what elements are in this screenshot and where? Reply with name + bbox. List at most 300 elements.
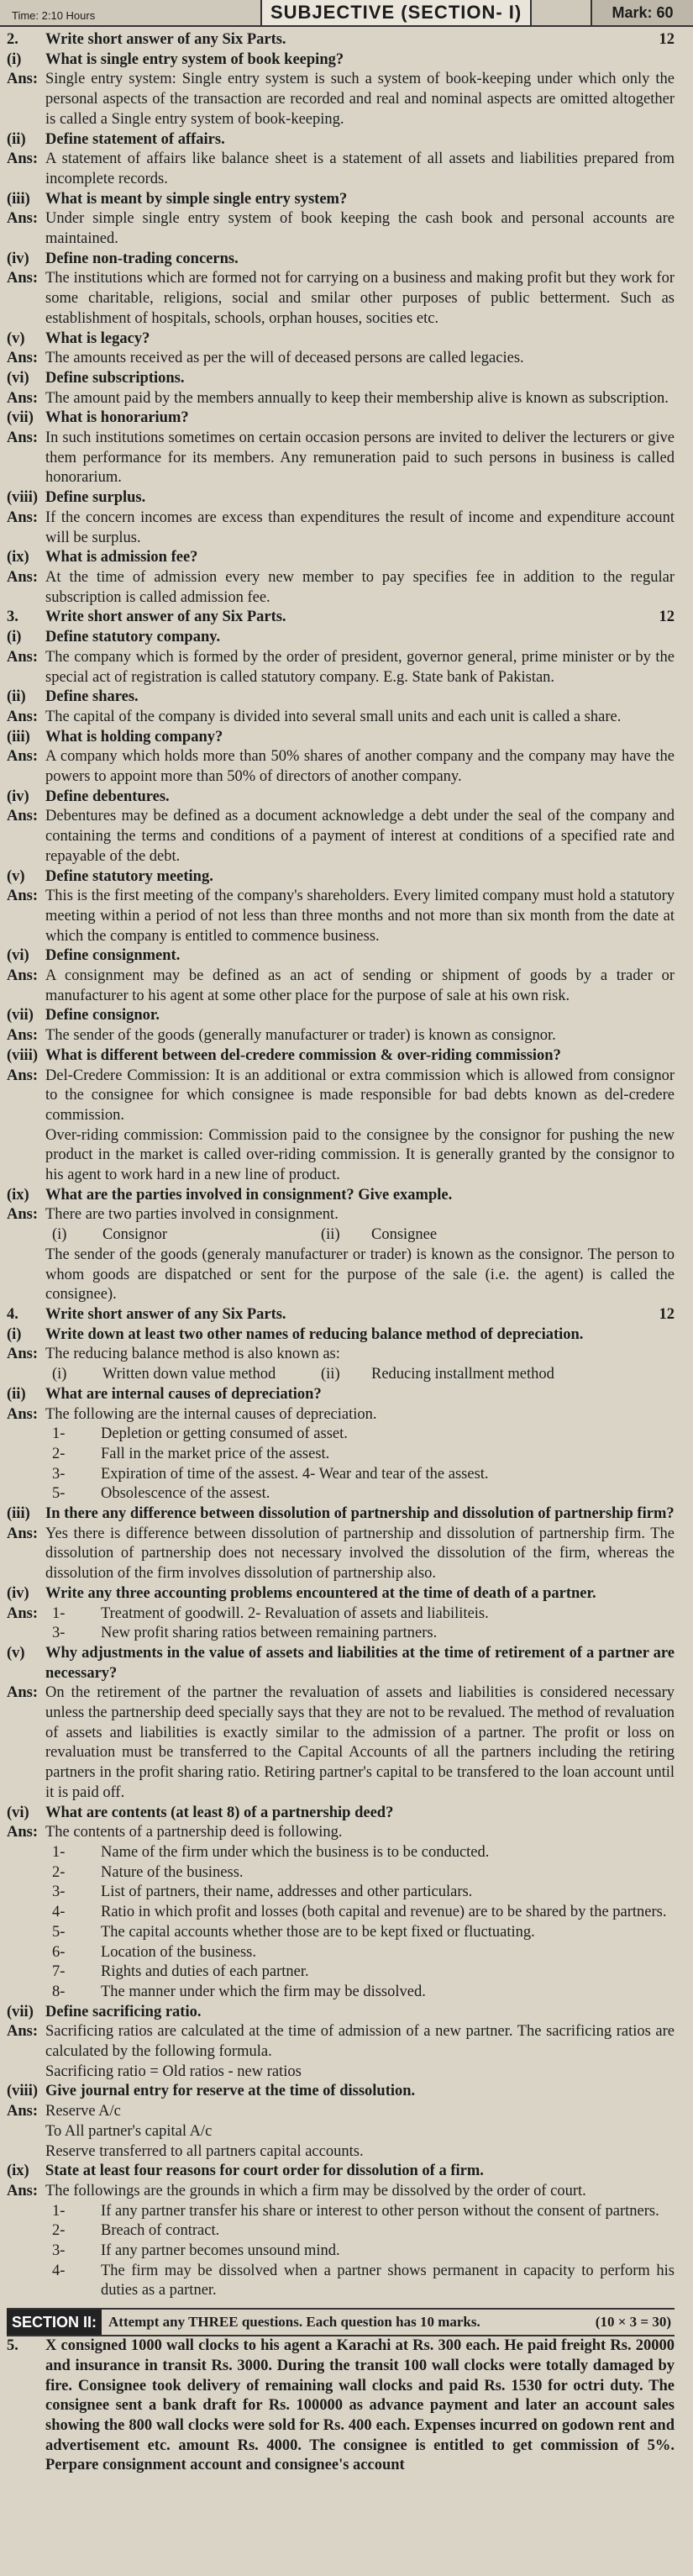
list-text: Obsolescence of the assest.: [101, 1485, 270, 1503]
pair-items: [45, 1365, 675, 1385]
sub-question-label: (ix): [7, 1186, 29, 1204]
answer-label: [7, 1225, 45, 1246]
sub-question-text: In there any difference between dissolution of partnership and dissolution of partnership firm?: [45, 1505, 675, 1523]
answer-label: [7, 2221, 45, 2241]
sub-question-label: (iii): [7, 728, 30, 745]
sub-question-label: (vii): [7, 2003, 34, 2020]
sub-question-label: (ix): [7, 2162, 29, 2180]
answer-label: [7, 2202, 45, 2222]
list-item: [45, 1883, 675, 1903]
pair-items: [45, 1225, 675, 1246]
question-heading-text: [45, 1305, 675, 1325]
answer: [7, 568, 675, 608]
sub-question-text: Define non-trading concerns.: [45, 250, 239, 267]
answer-label: Ans:: [7, 389, 39, 407]
sub-question-label: (viii): [7, 2083, 38, 2100]
answer-label: Ans:: [7, 648, 39, 666]
answer-label: [7, 1246, 45, 1305]
answer-text: The reducing balance method is also known as:: [45, 1346, 340, 1363]
answer-label: Ans:: [7, 808, 39, 825]
answer: [7, 1126, 675, 1186]
list-row: [7, 1962, 675, 1983]
sub-question-label: (v): [7, 329, 25, 347]
answer-text: The amounts received as per the will of deceased persons are called legacies.: [45, 350, 524, 367]
list-text: Breach of contract.: [101, 2222, 220, 2240]
list-item: [45, 1943, 675, 1963]
answer-label: [7, 1843, 45, 1863]
sub-question: [7, 946, 675, 967]
question-title: Write short answer of any Six Parts.: [45, 1306, 286, 1323]
sub-question: [7, 250, 675, 270]
pair-item: (i): [52, 1366, 67, 1383]
sub-question-label: (vii): [7, 409, 34, 427]
answer-label: Ans:: [7, 270, 39, 287]
header-bar: [0, 0, 693, 27]
pair-item: (ii): [321, 1226, 340, 1244]
sub-question-text: Define statutory meeting.: [45, 867, 213, 885]
question-heading-label: 2.: [7, 31, 18, 48]
answer: [7, 967, 675, 1006]
list-num: 8-: [52, 1983, 66, 2000]
list-text: New profit sharing ratios between remaining partners.: [101, 1625, 438, 1642]
sub-question-text: What is legacy?: [45, 329, 150, 347]
answer: [7, 1205, 675, 1225]
question-title: Write short answer of any Six Parts.: [45, 608, 286, 626]
answer-text: The following are the internal causes of depreciation.: [45, 1405, 377, 1423]
answer-text: Under simple single entry system of book keeping the cash book and personal accounts are maintained.: [45, 210, 675, 248]
list-text: Expiration of time of the assest. 4- Wear and tear of the assest.: [101, 1465, 489, 1483]
sub-question-label: (iii): [7, 1505, 30, 1523]
list-text: Fall in the market price of the assest.: [101, 1445, 330, 1462]
question-heading: [7, 1305, 675, 1325]
sub-question-label: (vi): [7, 369, 29, 387]
answer: [7, 2122, 675, 2142]
list-num: 1-: [52, 2202, 66, 2220]
answer-label: [7, 1883, 45, 1903]
list-item: [45, 1465, 675, 1485]
sub-question: [7, 548, 675, 568]
question-heading: [7, 608, 675, 628]
sub-question-text: Define consignment.: [45, 947, 181, 965]
list-row: [7, 1943, 675, 1963]
answer-text: At the time of admission every new member to pay specifies fee in addition to the regular subscription is called admission fee.: [45, 568, 675, 606]
list-item: [45, 2202, 675, 2222]
sub-question-text: State at least four reasons for court order for dissolution of a firm.: [45, 2162, 484, 2180]
sub-question-text: Define debentures.: [45, 788, 170, 805]
answer-text: Reserve transferred to all partners capital accounts.: [45, 2142, 364, 2160]
list-item: [45, 1923, 675, 1943]
answer: [7, 2062, 675, 2083]
list-item: [45, 2262, 675, 2301]
answer: [7, 349, 675, 369]
list-row: [7, 1843, 675, 1863]
list-row: [7, 1425, 675, 1445]
sub-question-label: (iv): [7, 788, 29, 805]
answer: [7, 389, 675, 409]
sub-question: [7, 2003, 675, 2023]
sub-question-label: (v): [7, 1644, 25, 1662]
answer-text: If the concern incomes are excess than expenditures the result of income and expenditure account will be surplus.: [45, 508, 675, 546]
question-5-text: X consigned 1000 wall clocks to his agent a Karachi at Rs. 300 each. He paid freight Rs. 20000 and insurance in transit Rs. 3000. During the transit 100 wall clocks were totally damaged by fire. Consignee took delivery of remaining wall clocks and paid Rs. 1530 for octri duty. The consignee sent a bank draft for Rs. 100000 as advance payment and later an account sales showing the 800 wall clocks were sold for Rs. 400 each. Expenses incurred on godown rent and advertisement etc. amount Rs. 4000. The consignee is entitled to get commission of 5%. Perpare consignment account and consignee's account: [45, 2337, 675, 2474]
list-num: 1-: [52, 1604, 66, 1622]
list-item: [45, 1983, 675, 2003]
list-text: If any partner becomes unsound mind.: [101, 2242, 340, 2260]
answer-text: The sender of the goods (generaly manufacturer or trader) is known as the consignor. The person to whom goods are dispatched or sent for the purpose of the sale (i.e. the agent) is called the consignee).: [45, 1246, 675, 1304]
list-row: [7, 1624, 675, 1644]
sub-question-label: (i): [7, 50, 22, 68]
sub-question: [7, 867, 675, 888]
answer-label: [7, 1484, 45, 1504]
question-heading-text: [45, 608, 675, 628]
answer-label: [7, 1365, 45, 1385]
answer: [7, 1823, 675, 1843]
answer-label: Ans:: [7, 748, 39, 766]
sub-question-text: Define sacrificing ratio.: [45, 2003, 202, 2020]
answer: [7, 1246, 675, 1305]
list-row: [7, 2221, 675, 2241]
answer-label: Ans:: [7, 1027, 39, 1045]
answer: [7, 807, 675, 867]
answer-label: [7, 1923, 45, 1943]
sub-question: [7, 1584, 675, 1604]
list-item: [45, 1624, 675, 1644]
answer-label: Ans:: [7, 2182, 39, 2199]
sub-question-text: What is single entry system of book keeping?: [45, 50, 344, 68]
list-text: Ratio in which profit and losses (both capital and revenue) are to be shared by the partners.: [101, 1904, 667, 1921]
answer-label: [7, 1962, 45, 1983]
answer-pair: [7, 1225, 675, 1246]
answer: [7, 2182, 675, 2202]
list-text: List of partners, their name, addresses and other particulars.: [101, 1883, 473, 1901]
question-5-label: 5.: [7, 2337, 18, 2355]
answer-label: [7, 1126, 45, 1186]
answer: [7, 508, 675, 548]
list-text: The manner under which the firm may be dissolved.: [101, 1983, 426, 2000]
pair-item: Reducing installment method: [371, 1366, 554, 1383]
sub-question: [7, 1006, 675, 1026]
answer-text: The contents of a partnership deed is following.: [45, 1824, 343, 1841]
list-text: The firm may be dissolved when a partner shows permanent in capacity to perform his duties as a partner.: [101, 2262, 675, 2299]
list-row: [7, 1484, 675, 1504]
answer-text: Over-riding commission: Commission paid to the consignee by the consignor for pushing the new product in the market is called over-riding commission. It is generally granted by the consignor to his agent to work hard in a new line of product.: [45, 1126, 675, 1184]
list-text: If any partner transfer his share or interest to other person without the consent of partners.: [101, 2202, 659, 2220]
sub-question-text: What is holding company?: [45, 728, 223, 745]
list-row: [7, 1923, 675, 1943]
answer-label: Ans:: [7, 568, 39, 586]
sub-question-label: (ii): [7, 130, 26, 148]
sub-question-label: (iii): [7, 190, 30, 208]
list-num: 5-: [52, 1923, 66, 1941]
sub-question: [7, 1046, 675, 1067]
answer-text: Yes there is difference between dissolution of partnership and dissolution of partnership firm. The dissolution of partnership does not necessary involved the dissolution of the firm, whereas the dissolution of the firm involves dissolution of partnership also.: [45, 1525, 675, 1583]
sub-question: [7, 788, 675, 808]
pair-item: Written down value method: [102, 1366, 276, 1383]
sub-question: [7, 1186, 675, 1206]
pair-item: Consignee: [371, 1226, 438, 1244]
answer-text: A company which holds more than 50% shares of another company and the company may have the powers to appoint more than 50% of directors of another company.: [45, 748, 675, 786]
sub-question-text: What are the parties involved in consignment? Give example.: [45, 1186, 453, 1204]
answer-label: Ans:: [7, 429, 39, 447]
answer-label: [7, 1624, 45, 1644]
answer-text: Single entry system: Single entry system is such a system of book-keeping under which only the personal aspects of the transaction are recorded and real and nominal aspects are omitted altogether is called a Single entry system of book-keeping.: [45, 71, 675, 128]
list-num: 6-: [52, 1943, 66, 1961]
sub-question: [7, 628, 675, 648]
list-row: [7, 2202, 675, 2222]
answer-text: The company which is formed by the order of president, governor general, prime minister or by the special act of registration is called statutory company. E.g. State bank of Pakistan.: [45, 648, 675, 686]
sub-question-text: Write any three accounting problems encountered at the time of death of a partner.: [45, 1584, 596, 1602]
answer-label: Ans:: [7, 1346, 39, 1363]
answer-label: Ans:: [7, 1684, 39, 1702]
answer: [7, 1405, 675, 1425]
list-row: [7, 1903, 675, 1923]
sub-question: [7, 329, 675, 350]
answer-label: Ans:: [7, 350, 39, 367]
answer-text: In such institutions sometimes on certain occasion persons are invited to deliver the lecturers or give them performance for its members. Any remuneration paid to such persons in business is called honorarium.: [45, 429, 675, 487]
list-item: [45, 1445, 675, 1465]
question-heading-label: 3.: [7, 608, 18, 626]
sub-question-text: What is different between del-credere commission & over-riding commission?: [45, 1046, 561, 1064]
sub-question-text: What is admission fee?: [45, 549, 198, 566]
answer: [7, 2022, 675, 2062]
list-text: Treatment of goodwill. 2- Revaluation of assets and liabiliteis.: [101, 1604, 489, 1622]
sub-question-text: What are internal causes of depreciation?: [45, 1385, 322, 1403]
answer-label: Ans:: [7, 1405, 39, 1423]
question-marks: 12: [659, 608, 675, 626]
sub-question-text: What are contents (at least 8) of a partnership deed?: [45, 1804, 394, 1821]
answer-label: [7, 2062, 45, 2083]
list-num: 3-: [52, 1883, 66, 1901]
answer: [7, 2102, 675, 2122]
sub-question-text: Give journal entry for reserve at the time of dissolution.: [45, 2083, 416, 2100]
sub-question: [7, 728, 675, 748]
answer-label: [7, 1903, 45, 1923]
sub-question-label: (i): [7, 1325, 22, 1343]
sub-question-label: (v): [7, 867, 25, 885]
question-heading-text: [45, 30, 675, 50]
content: [0, 27, 693, 2476]
answer-text: The followings are the grounds in which a firm may be dissolved by the order of court.: [45, 2182, 586, 2199]
sub-question-label: (ii): [7, 688, 26, 706]
list-item: [45, 1863, 675, 1883]
sub-question: [7, 1504, 675, 1525]
sub-question-label: (i): [7, 629, 22, 646]
sub-question-label: (vi): [7, 947, 29, 965]
list-num: 1-: [52, 1843, 66, 1861]
list-item: [45, 1425, 675, 1445]
answer-text: Reserve A/c: [45, 2103, 121, 2120]
list-num: 4-: [52, 1904, 66, 1921]
answer: [7, 1525, 675, 1584]
list-item: [45, 1604, 675, 1625]
answer-label: [7, 1983, 45, 2003]
list-num: 4-: [52, 2262, 66, 2279]
sub-question: [7, 1644, 675, 1683]
list-num: 7-: [52, 1963, 66, 1981]
sub-question: [7, 369, 675, 389]
list-num: 2-: [52, 1863, 66, 1881]
sub-question: [7, 2082, 675, 2102]
answer-label: Ans:: [7, 508, 39, 526]
answer-label: [7, 2241, 45, 2262]
list-item: [45, 1962, 675, 1983]
question-5: [7, 2336, 675, 2476]
sub-question-text: What is meant by simple single entry system?: [45, 190, 348, 208]
list-num: 1-: [52, 1425, 66, 1443]
list-item: [45, 2241, 675, 2262]
sub-question-label: (iv): [7, 250, 29, 267]
sub-question-text: What is honorarium?: [45, 409, 189, 427]
sub-question-text: Define subscriptions.: [45, 369, 185, 387]
answer-text: To All partner's capital A/c: [45, 2122, 213, 2140]
pair-item: (ii): [321, 1366, 340, 1383]
list-text: The capital accounts whether those are to be kept fixed or fluctuating.: [101, 1923, 535, 1941]
sub-question: [7, 1804, 675, 1824]
answer: [7, 150, 675, 189]
question-heading-label: 4.: [7, 1306, 18, 1323]
section2-heading: [7, 2308, 675, 2336]
answer-label: [7, 2262, 45, 2301]
answer-pair: [7, 1365, 675, 1385]
answer: [7, 2142, 675, 2162]
answer-label: Ans:: [7, 888, 39, 905]
answer-label: Ans:: [7, 1824, 39, 1841]
answer: [7, 1345, 675, 1365]
answer-text: A statement of affairs like balance sheet is a statement of all assets and liabilities prepared from incomplete records.: [45, 150, 675, 187]
answer: [7, 648, 675, 687]
sub-question-label: (viii): [7, 489, 38, 507]
sub-question: [7, 408, 675, 429]
sub-question: [7, 50, 675, 71]
answer: [7, 70, 675, 129]
list-num: 2-: [52, 2222, 66, 2240]
answer: [7, 1026, 675, 1046]
answer-text: Debentures may be defined as a document acknowledge a debt under the seal of the company and containing the terms and conditions of a payment of interest at conditions of a specified rate and repayable of the debt.: [45, 808, 675, 865]
list-row: [7, 1465, 675, 1485]
sub-question: [7, 687, 675, 708]
sub-question: [7, 190, 675, 210]
list-item: [45, 1843, 675, 1863]
sub-question-text: Define statement of affairs.: [45, 130, 225, 148]
list-num: 3-: [52, 1465, 66, 1483]
question-marks: 12: [659, 31, 675, 48]
answer-label: Ans:: [7, 71, 39, 88]
sub-question-label: (vii): [7, 1007, 34, 1025]
section2-marks: (10 × 3 = 30): [595, 2314, 671, 2331]
list-num: 3-: [52, 1625, 66, 1642]
answer-label: Ans:: [7, 967, 39, 985]
answer-text: The sender of the goods (generally manufacturer or trader) is known as consignor.: [45, 1027, 556, 1045]
sub-question-text: Write down at least two other names of reducing balance method of depreciation.: [45, 1325, 584, 1343]
answer-text: There are two parties involved in consignment.: [45, 1206, 339, 1224]
answer-text: Sacrificing ratio = Old ratios - new ratios: [45, 2062, 302, 2080]
sub-question-text: Why adjustments in the value of assets and liabilities at the time of retirement of a partner are necessary?: [45, 1644, 675, 1682]
sub-question-text: Define shares.: [45, 688, 139, 706]
answer-text: The institutions which are formed not for carrying on a business and making profit but they work for some charitable, religions, social and smilar other purposes of public betterment. Such as establishment of hospitals, schools, orphan houses, socities etc.: [45, 270, 675, 327]
answer-label: [7, 1943, 45, 1963]
question-heading: [7, 30, 675, 50]
pair-item: (i): [52, 1226, 67, 1244]
list-text: Nature of the business.: [101, 1863, 244, 1881]
list-text: Depletion or getting consumed of asset.: [101, 1425, 348, 1443]
sub-question-text: Define statutory company.: [45, 629, 221, 646]
question-marks: 12: [659, 1306, 675, 1323]
answer: [7, 747, 675, 787]
sub-question-label: (vi): [7, 1804, 29, 1821]
answer: [7, 209, 675, 249]
list-row: [7, 2262, 675, 2301]
answer-label: [7, 1425, 45, 1445]
answer-text: On the retirement of the partner the revaluation of assets and liabilities is considered necessary unless the partnership deed specially says that they are not to be revalued. The method of revaluation of assets and liabilities is exactly similar to the admission of a partner. The profit or loss on revaluation must be transferred to the Capital Accounts of all the partners including the retiring partners in the profit sharing ratio. Retiring partner's capital to be transfered to the loan account until it is paid off.: [45, 1684, 675, 1801]
list-text: Location of the business.: [101, 1943, 256, 1961]
section2-instruction: Attempt any THREE questions. Each question has 10 marks.: [108, 2314, 480, 2331]
answer: [7, 887, 675, 946]
answer-text: Sacrificing ratios are calculated at the time of admission of a new partner. The sacrificing ratios are calculated by the following formula.: [45, 2023, 675, 2061]
answer: [7, 429, 675, 488]
list-text: Rights and duties of each partner.: [101, 1963, 309, 1981]
marks-label: Mark: 60: [591, 0, 693, 25]
answer-text: The capital of the company is divided into several small units and each unit is called a share.: [45, 708, 622, 725]
sub-question-label: (iv): [7, 1584, 29, 1602]
list-row: [7, 2241, 675, 2262]
answer-label: Ans:: [7, 1525, 39, 1542]
sub-question: [7, 488, 675, 508]
answer-label: [7, 1465, 45, 1485]
list-num: 2-: [52, 1445, 66, 1462]
answer-label: [7, 2142, 45, 2162]
answer-label: Ans:: [7, 210, 39, 228]
section2-label: SECTION II:: [7, 2310, 102, 2335]
list-item: [45, 2221, 675, 2241]
list-text: Name of the firm under which the business is to be conducted.: [101, 1843, 490, 1861]
list-row: [7, 1863, 675, 1883]
list-item: [45, 1484, 675, 1504]
answer-label: Ans:: [7, 1067, 39, 1084]
sub-question-text: Define consignor.: [45, 1007, 160, 1025]
answer: [7, 708, 675, 728]
list-row: [7, 1604, 675, 1625]
answer-text: The amount paid by the members annually to keep their membership alive is known as subscription.: [45, 389, 669, 407]
list-num: 5-: [52, 1485, 66, 1503]
answer: [7, 1067, 675, 1126]
answer-label: Ans:: [7, 1604, 39, 1622]
list-row: [7, 1983, 675, 2003]
answer-label: Ans:: [7, 2103, 39, 2120]
sub-question: [7, 1325, 675, 1346]
answer-label: Ans:: [7, 2023, 39, 2041]
question-title: Write short answer of any Six Parts.: [45, 31, 286, 48]
sub-question-text: Define surplus.: [45, 489, 146, 507]
answer-label: [7, 1863, 45, 1883]
sub-question: [7, 1385, 675, 1405]
answer-label: Ans:: [7, 708, 39, 725]
list-item: [45, 1903, 675, 1923]
answer-label: [7, 2122, 45, 2142]
answer-label: Ans:: [7, 150, 39, 168]
sub-question-label: (viii): [7, 1046, 38, 1064]
answer-label: Ans:: [7, 1206, 39, 1224]
time-label: Time: 2:10 Hours: [12, 9, 96, 22]
list-row: [7, 1445, 675, 1465]
sub-question-label: (ix): [7, 549, 29, 566]
list-row: [7, 1883, 675, 1903]
answer-text: A consignment may be defined as an act of sending or shipment of goods by a trader or manufacturer to his agent at some other place for the purpose of sale at his own risk.: [45, 967, 675, 1004]
sub-question: [7, 130, 675, 150]
pair-item: Consignor: [102, 1226, 168, 1244]
answer-label: [7, 1445, 45, 1465]
answer: [7, 1683, 675, 1803]
list-num: 3-: [52, 2242, 66, 2260]
sub-question-label: (ii): [7, 1385, 26, 1403]
